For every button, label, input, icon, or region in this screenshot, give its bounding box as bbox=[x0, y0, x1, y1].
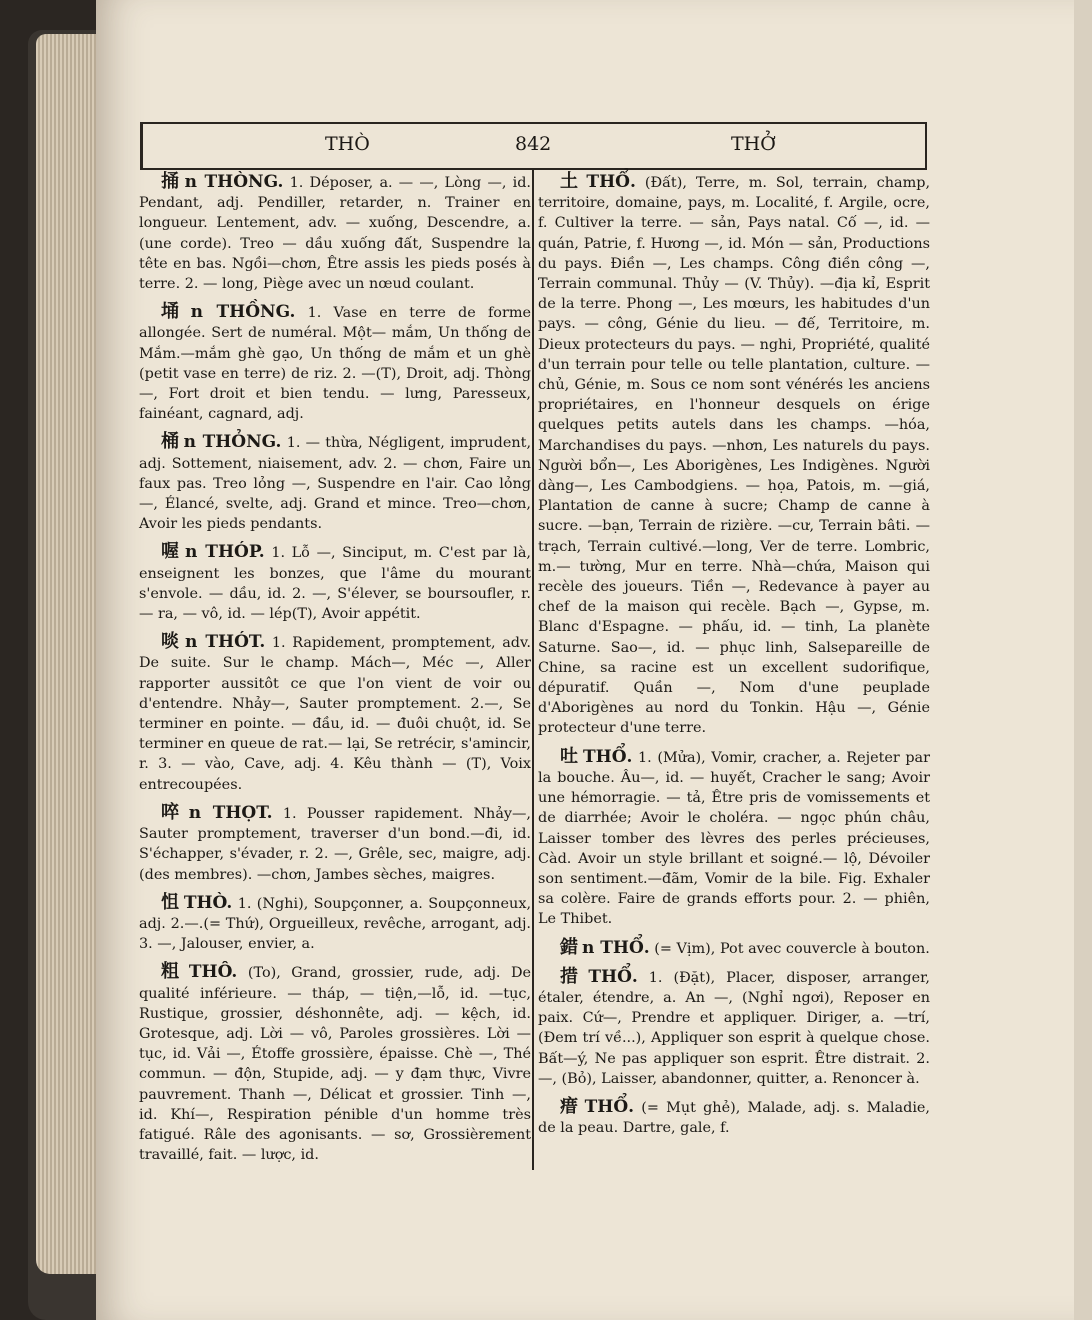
headword: n THÓT. bbox=[185, 632, 266, 653]
headword: n THỒNG. bbox=[190, 302, 296, 323]
headword: THỔ. bbox=[586, 172, 636, 192]
definition: 1. Vase en terre de forme allongée. Sert de numéral. Một— mắm, Un thống de Mắm.—mắm ghè gạo, Un thống de mắm et un ghè (petit vase en terre) de riz. 2. —(T), Droit, adj. Thòng—, Fort droit et bien tendu. — lưng, Paresseux, fainéant, cagnard, adj. bbox=[139, 305, 532, 423]
han-character: 啖 bbox=[161, 631, 182, 653]
han-character: 措 bbox=[560, 965, 585, 987]
entry bbox=[139, 542, 531, 624]
entry bbox=[538, 747, 930, 930]
definition: 1. — thừa, Négligent, imprudent, adj. Sottement, niaisement, adv. 2. — chơn, Faire un faux pas. Treo lỏng —, Suspendre en l'air. Cao lỏng —, Élancé, svelte, adj. Grand et mince. Treo—chơn, Avoir les pieds pendants. bbox=[139, 435, 532, 533]
entry bbox=[139, 962, 531, 1165]
definition: (Đất), Terre, m. Sol, terrain, champ, territoire, domaine, pays, m. Localité, f. Argile, ocre, f. Cultiver la terre. — sản, Pays natal. Cố —, id. — quán, Patrie, f. Hương —, id. Món — sản, Productions du pays. Điền —, Les champs. Công điền công —, Terrain communal. Thủy — (V. Thủy). —địa kỉ, Esprit de la terre. Phong —, Les mœurs, les habitudes d'un pays. — công, Génie du lieu. — đế, Territoire, m. Dieux protecteurs du pays. — nghi, Propriété, qualité d'un terrain pour telle ou telle plantation, culture. — chủ, Génie, m. Sous ce nom sont vénérés les anciens propriétaires, en l'honneur desquels on érige quelques petits autels dans les champs. —hóa, Marchandises du pays. —nhơn, Les naturels du pays. Người bổn—, Les Aborigènes, Les Indigènes. Người dàng—, Les Cambodgiens. — họa, Patois, m. —giá, Plantation de canne à sucre; Champ de canne à sucre. —bạn, Terrain de rizière. —cư, Terrain bâti. — trạch, Terrain cultivé.—long, Ver de terre. Lombric, m.— tường, Mur en terre. Nhà—chứa, Maison qui recèle des joueurs. Tiền —, Redevance à payer au chef de la maison qui recèle. Bạch —, Gypse, m. Blanc d'Espagne. — phấu, id. — tinh, La planète Saturne. Sao—, id. — phục linh, Salsepareille de Chine, sa racine est un excellent sudorifique, dépuratif. Quần —, Nom d'une peuplade d'Aborigènes au nord du Tonkin. Hậu —, Génie protecteur d'une terre. bbox=[538, 175, 931, 737]
headword: n THỌT. bbox=[188, 802, 273, 823]
han-character: 吐 bbox=[560, 745, 579, 767]
entry bbox=[538, 967, 930, 1089]
han-character: 埇 bbox=[161, 301, 187, 323]
headword: n THỔ. bbox=[582, 937, 650, 958]
headword: THỔ. bbox=[588, 966, 638, 987]
left-column bbox=[139, 172, 531, 1173]
definition: (= Vịm), Pot avec couvercle à bouton. bbox=[654, 940, 930, 957]
entry bbox=[538, 172, 930, 739]
facing-page-strip bbox=[1074, 0, 1092, 1320]
entry bbox=[139, 432, 531, 534]
han-character: 捅 bbox=[161, 171, 181, 192]
headword: THÔ. bbox=[188, 962, 238, 983]
definition: (= Mụt ghẻ), Malade, adj. s. Maladie, de la peau. Dartre, gale, f. bbox=[538, 1099, 931, 1137]
entry bbox=[139, 803, 531, 885]
column-divider bbox=[532, 170, 534, 1170]
header-left-guide-word: THÒ bbox=[325, 133, 370, 155]
han-character: 瘄 bbox=[560, 1095, 581, 1117]
right-column bbox=[538, 172, 930, 1146]
han-character: 錯 bbox=[560, 936, 578, 958]
han-character: 啐 bbox=[161, 801, 185, 823]
definition: 1. Rapidement, promptement, adv. De suite. Sur le champ. Mách—, Méc —, Aller rapporter aussitôt ce que l'on vient de voir ou d'entendre. Nhảy—, Sauter promptement. 2.—, Se terminer en pointe. — đầu, id. — đuôi chuột, id. Se terminer en queue de rat.— lại, Se retrécir, s'amincir, r. 3. — vào, Cave, adj. 4. Kêu thành — (T), Voix entrecoupées. bbox=[139, 635, 531, 793]
headword: THỔ. bbox=[584, 1096, 635, 1117]
entry bbox=[139, 302, 531, 424]
entry bbox=[538, 938, 930, 959]
definition: 1. (Đặt), Placer, disposer, arranger, étaler, étendre, a. An —, (Nghỉ ngơi), Reposer en paix. Cứ—, Prendre et appliquer. Diriger, a. —trí, (Đem trí về...), Appliquer son esprit à quelque chose. Bất—ý, Ne pas appliquer son esprit. Être distrait. 2. —, (Bỏ), Laisser, abandonner, quitter, a. Renoncer à. bbox=[538, 969, 931, 1087]
page-number: 842 bbox=[515, 133, 552, 155]
header-right-guide-word: THỞ bbox=[731, 133, 776, 155]
han-character: 土 bbox=[560, 171, 583, 192]
definition: 1. (Nghi), Soupçonner, a. Soupçonneux, adj. 2.—.(= Thứ), Orgueilleux, revêche, arrogant, adj. 3. —, Jalouser, envier, a. bbox=[139, 895, 532, 953]
han-character: 喔 bbox=[161, 541, 182, 563]
han-character: 粗 bbox=[161, 961, 185, 983]
headword: n THỎNG. bbox=[183, 432, 282, 453]
headword: THÒ. bbox=[183, 892, 233, 913]
han-character: 桶 bbox=[161, 431, 180, 453]
headword: n THÒNG. bbox=[184, 172, 284, 192]
page-header bbox=[140, 122, 927, 170]
definition: 1. Lỗ —, Sinciput, m. C'est par là, enseignent les bonzes, que l'âme du mourant s'envole. — dầu, id. 2. —, S'élever, se boursoufler, r. — ra, — vô, id. — lép(T), Avoir appétit. bbox=[139, 545, 532, 623]
entry bbox=[139, 172, 531, 294]
entry bbox=[139, 893, 531, 955]
definition: (To), Grand, grossier, rude, adj. De qualité inférieure. — tháp, — tiện,—lỗ, id. —tục, Rustique, grossier, déshonnête, adj. — kệch, id. Grotesque, adj. Lời — vô, Paroles grossières. Lời — tục, id. Vải —, Étoffe grossière, épaisse. Chè —, Thé commun. — độn, Stupide, adj. — y đạm thực, Vivre pauvrement. Thanh —, Délicat et grossier. Tinh —, id. Khí—, Respiration pénible d'un homme très fatigué. Râle des agonisants. — sơ, Grossièrement travaillé, fait. — lược, id. bbox=[139, 965, 532, 1164]
headword: n THÓP. bbox=[185, 542, 265, 563]
entry bbox=[538, 1097, 930, 1138]
definition: 1. (Mửa), Vomir, cracher, a. Rejeter par la bouche. Âu—, id. — huyết, Cracher le sang; Avoir une hémorragie. — tả, Être pris de vomissements et de diarrhée; Avoir le choléra. — ngọc phún châu, Laisser tomber des lèvres des perles précieuses, Càd. Avoir un style brillant et soigné.— lộ, Dévoiler son sentiment.—đãm, Vomir de la bile. Fig. Exhaler sa colère. Faire de grands efforts pour. 2. — phiên, Le Thibet. bbox=[538, 749, 931, 928]
headword: THỔ. bbox=[583, 746, 633, 767]
definition: 1. Pousser rapidement. Nhảy—, Sauter promptement, traverser d'un bond.—đi, id. S'échapper, s'évader, r. 2. —, Grêle, sec, maigre, adj. (des membres). —chơn, Jambes sèches, maigres. bbox=[139, 805, 532, 883]
entry bbox=[139, 632, 531, 795]
han-character: 怚 bbox=[161, 891, 180, 913]
definition: 1. Déposer, a. — —, Lòng —, id. Pendant, adj. Pendiller, retarder, n. Trainer en longueur. Lentement, adv. — xuống, Descendre, a. (une corde). Treo — dầu xuống đất, Suspendre la tête en bas. Ngồi—chơn, Être assis les pieds posés à terre. 2. — long, Piège avec un nœud coulant. bbox=[139, 175, 531, 293]
